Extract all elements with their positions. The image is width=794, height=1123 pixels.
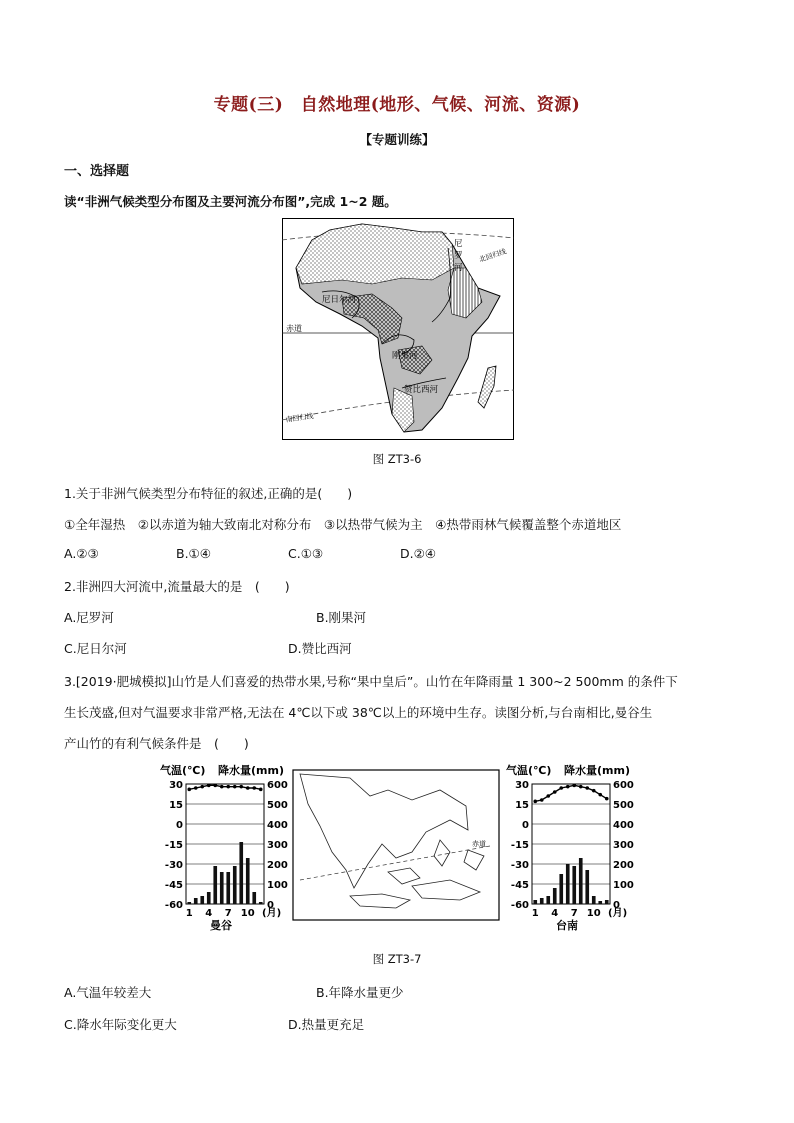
question-2-stem: 2.非洲四大河流中,流量最大的是 ( ) — [64, 579, 290, 594]
tainan-month-unit: (月) — [608, 908, 628, 919]
tainan-temp-point — [572, 784, 576, 788]
bangkok-temp-point — [220, 785, 224, 789]
bangkok-temp-point — [194, 786, 198, 790]
bangkok-precip-bar — [220, 872, 224, 904]
left-temp-header: 气温(℃) — [160, 764, 206, 777]
tainan-temp-tick: -30 — [510, 860, 529, 871]
bangkok-month-tick: 7 — [224, 908, 232, 919]
bangkok-temp-tick: -60 — [164, 900, 183, 911]
equator-label: 赤道 — [286, 324, 302, 333]
page-subtitle: 【专题训练】 — [359, 132, 435, 147]
tainan-precip-bar — [559, 874, 563, 904]
tainan-precip-bar — [533, 900, 537, 904]
tainan-temp-point — [579, 785, 583, 789]
bangkok-temp-line — [189, 785, 261, 789]
tropic-south-label: 南回归线 — [285, 412, 315, 424]
bangkok-precip-tick: 100 — [267, 880, 288, 891]
tainan-temp-point — [605, 797, 609, 801]
bangkok-temp-tick: -45 — [164, 880, 183, 891]
tainan-chart — [511, 780, 634, 932]
bangkok-chart — [165, 780, 288, 932]
q2-option-d[interactable]: D.赞比西河 — [288, 641, 352, 656]
tainan-temp-tick: 30 — [515, 780, 529, 791]
bangkok-month-tick: 1 — [185, 908, 193, 919]
tainan-precip-bar — [553, 888, 557, 904]
bangkok-precip-bar — [187, 902, 191, 904]
bangkok-precip-tick: 0 — [267, 900, 274, 911]
q2-option-a[interactable]: A.尼罗河 — [64, 610, 114, 625]
tainan-temp-point — [585, 786, 589, 790]
tainan-temp-point — [566, 785, 570, 789]
q1-option-c[interactable]: C.①③ — [288, 546, 324, 561]
congo-label: 刚果河 — [392, 351, 418, 361]
tainan-precip-bar — [585, 870, 589, 904]
bangkok-temp-point — [259, 788, 263, 792]
bangkok-precip-bar — [226, 872, 230, 904]
figure-caption-1: 图 ZT3-6 — [372, 452, 422, 466]
bangkok-temp-tick: 30 — [169, 780, 183, 791]
tainan-chart-title: 台南 — [556, 919, 578, 932]
tainan-temp-tick: -15 — [510, 840, 529, 851]
tropic-north-label: 北回归线 — [478, 247, 508, 264]
tainan-precip-bar — [572, 866, 576, 904]
africa-climate-map — [282, 218, 514, 440]
tainan-month-tick: 1 — [531, 908, 539, 919]
q2-option-b[interactable]: B.刚果河 — [316, 610, 367, 625]
intro-text: 读“非洲气候类型分布图及主要河流分布图”,完成 1~2 题。 — [64, 194, 397, 209]
right-precip-header: 降水量(mm) — [564, 764, 630, 777]
tainan-temp-point — [598, 793, 602, 797]
question-3-line-1: 3.[2019·肥城模拟]山竹是人们喜爱的热带水果,号称“果中皇后”。山竹在年降雨量 1 300~2 500mm 的条件下 — [64, 674, 678, 689]
right-temp-header: 气温(℃) — [506, 764, 552, 777]
question-3-line-2: 生长茂盛,但对气温要求非常严格,无法在 4℃以下或 38℃以上的环境中生存。读图分析,与台南相比,曼谷生 — [64, 705, 653, 720]
nile-label: 尼 — [454, 239, 463, 249]
tainan-precip-tick: 300 — [613, 840, 634, 851]
tainan-precip-tick: 200 — [613, 860, 634, 871]
q1-option-b[interactable]: B.①④ — [176, 546, 211, 561]
bangkok-precip-tick: 600 — [267, 780, 288, 791]
bangkok-temp-point — [226, 785, 230, 789]
tainan-precip-tick: 400 — [613, 820, 634, 831]
bangkok-temp-point — [252, 786, 256, 790]
bangkok-precip-bar — [194, 898, 198, 904]
bangkok-month-tick: 4 — [205, 908, 213, 919]
tainan-temp-tick: 15 — [515, 800, 529, 811]
bangkok-temp-point — [187, 788, 191, 792]
zambezi-label: 赞比西河 — [404, 385, 439, 395]
bangkok-temp-tick: -15 — [164, 840, 183, 851]
bangkok-temp-point — [239, 785, 243, 789]
figure-caption-2: 图 ZT3-7 — [372, 952, 422, 966]
question-1-stem: 1.关于非洲气候类型分布特征的叙述,正确的是( ) — [64, 486, 353, 501]
tainan-precip-bar — [605, 900, 609, 904]
svg-text:河: 河 — [454, 263, 463, 273]
tainan-precip-bar — [566, 864, 570, 904]
bangkok-precip-bar — [207, 892, 211, 904]
bangkok-precip-tick: 400 — [267, 820, 288, 831]
bangkok-month-unit: (月) — [262, 908, 282, 919]
bangkok-precip-tick: 200 — [267, 860, 288, 871]
question-3-line-3: 产山竹的有利气候条件是 ( ) — [64, 736, 249, 751]
left-precip-header: 降水量(mm) — [218, 764, 284, 777]
tainan-month-tick: 10 — [586, 908, 601, 919]
bangkok-precip-bar — [246, 858, 250, 904]
q2-option-c[interactable]: C.尼日尔河 — [64, 641, 127, 656]
tainan-temp-point — [553, 790, 557, 794]
q3-option-d[interactable]: D.热量更充足 — [288, 1017, 365, 1032]
bangkok-temp-tick: 0 — [176, 820, 183, 831]
tainan-temp-point — [533, 800, 537, 804]
tainan-temp-tick: 0 — [522, 820, 529, 831]
bangkok-precip-bar — [252, 892, 256, 904]
tainan-month-tick: 4 — [551, 908, 559, 919]
page-title: 专题(三) 自然地理(地形、气候、河流、资源) — [213, 95, 581, 115]
tainan-temp-tick: -45 — [510, 880, 529, 891]
q3-option-a[interactable]: A.气温年较差大 — [64, 985, 152, 1000]
tainan-precip-bar — [540, 898, 544, 904]
tainan-temp-point — [540, 798, 544, 802]
climate-charts-figure — [150, 760, 644, 940]
q3-option-c[interactable]: C.降水年际变化更大 — [64, 1017, 177, 1032]
tainan-temp-point — [559, 786, 563, 790]
bangkok-temp-point — [213, 784, 217, 788]
q3-option-b[interactable]: B.年降水量更少 — [316, 985, 404, 1000]
southeast-asia-map — [293, 770, 499, 920]
bangkok-temp-tick: -30 — [164, 860, 183, 871]
tainan-temp-point — [592, 789, 596, 793]
bangkok-temp-point — [200, 785, 204, 789]
bangkok-precip-bar — [233, 866, 237, 904]
tainan-precip-bar — [579, 858, 583, 904]
bangkok-temp-point — [246, 786, 250, 790]
tainan-precip-tick: 0 — [613, 900, 620, 911]
svg-text:罗: 罗 — [454, 251, 463, 261]
tainan-temp-line — [535, 785, 607, 801]
bangkok-precip-tick: 500 — [267, 800, 288, 811]
q1-option-d[interactable]: D.②④ — [400, 546, 437, 561]
tainan-temp-tick: -60 — [510, 900, 529, 911]
tainan-precip-tick: 600 — [613, 780, 634, 791]
tainan-precip-bar — [546, 896, 550, 904]
bangkok-precip-tick: 300 — [267, 840, 288, 851]
niger-label: 尼日尔河 — [322, 295, 357, 305]
question-1-statements: ①全年湿热 ②以赤道为轴大致南北对称分布 ③以热带气候为主 ④热带雨林气候覆盖整个赤道地区 — [64, 517, 622, 532]
section-heading: 一、选择题 — [64, 164, 130, 179]
bangkok-temp-point — [233, 785, 237, 789]
q1-option-a[interactable]: A.②③ — [64, 546, 99, 561]
bangkok-month-tick: 10 — [240, 908, 255, 919]
tainan-precip-tick: 500 — [613, 800, 634, 811]
equator-map-label: 赤道 — [472, 840, 486, 848]
bangkok-precip-bar — [259, 902, 263, 904]
tainan-precip-bar — [598, 901, 602, 904]
bangkok-precip-bar — [239, 842, 243, 904]
tainan-month-tick: 7 — [570, 908, 578, 919]
tainan-precip-bar — [592, 896, 596, 904]
tainan-precip-tick: 100 — [613, 880, 634, 891]
bangkok-precip-bar — [200, 896, 204, 904]
bangkok-temp-point — [207, 784, 211, 788]
tainan-temp-point — [546, 794, 550, 798]
bangkok-chart-title: 曼谷 — [210, 919, 232, 932]
bangkok-precip-bar — [213, 866, 217, 904]
bangkok-temp-tick: 15 — [169, 800, 183, 811]
